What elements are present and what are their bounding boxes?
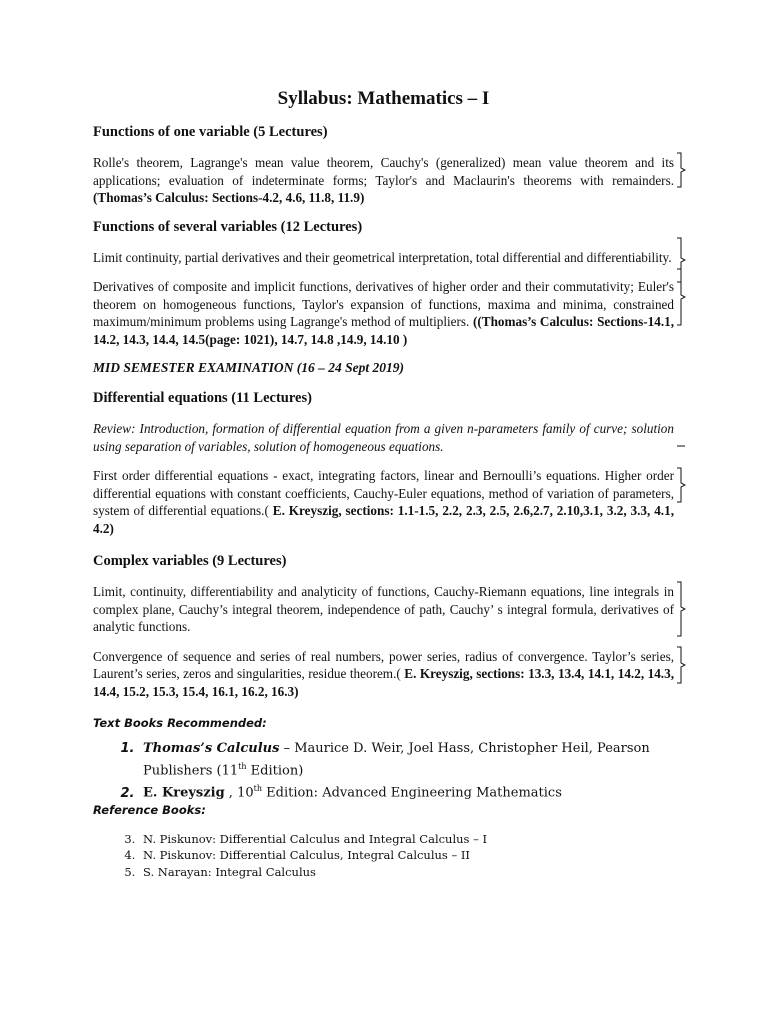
book-title: Thomas’s Calculus	[143, 741, 280, 756]
book-title: E. Kreyszig	[143, 785, 225, 801]
paragraph-text: First order differential equations - exact, integrating factors, linear and Bernoulli’s equations. Higher order differential equations with constant coefficients, Cauchy-Euler equations, method of variation of parameters, system of differential equations.(	[93, 468, 674, 518]
superscript: th	[253, 784, 262, 794]
paragraph-text: Derivatives of composite and implicit functions, derivatives of higher order and their commutativity; Euler's theorem on homogeneous functions, Taylor's expansion of functions, maxima and minima, constrained maximum/minimum problems using Lagrange's method of multipliers.	[93, 279, 674, 329]
list-item: 5. S. Narayan: Integral Calculus	[139, 864, 674, 881]
section-heading-several-variables: Functions of several variables (12 Lectures)	[93, 218, 363, 235]
reference-text: (Thomas’s Calculus: Sections-4.2, 4.6, 11.8, 11.9)	[93, 190, 365, 205]
reference-books-heading: Reference Books:	[93, 802, 206, 817]
list-item: 4. N. Piskunov: Differential Calculus, Integral Calculus – II	[139, 847, 674, 864]
book-details: Edition)	[246, 763, 304, 779]
superscript: th	[238, 762, 247, 771]
book-details: – Maurice D. Weir, Joel Hass, Christopher Heil, Pearson Publishers (11	[143, 741, 650, 779]
paragraph-text: Rolle's theorem, Lagrange's mean value theorem, Cauchy's (generalized) mean value theorem and its applications; evaluation of indeterminate forms; Taylor's and Maclaurin's theorems with remainders.	[93, 155, 674, 188]
reference-books-list	[93, 831, 674, 881]
paragraph-complex-2	[93, 648, 674, 701]
textbooks-heading: Text Books Recommended:	[93, 716, 267, 730]
paragraph-first-order-de	[93, 467, 674, 537]
section-heading-differential-equations: Differential equations (11 Lectures)	[93, 390, 312, 406]
reference-text: E. Kreyszig, sections: 13.3, 13.4, 14.1, 14.2, 14.3, 14.4, 15.2, 15.3, 15.4, 16.1, 16.2, 16.3)	[93, 666, 674, 699]
paragraph-review	[93, 420, 674, 455]
reference-text: E. Kreyszig, sections: 1.1-1.5, 2.2, 2.3, 2.5, 2.6,2.7, 2.10,3.1, 3.2, 3.3, 4.1, 4.2)	[93, 503, 674, 536]
right-brace-icon	[676, 467, 686, 503]
right-brace-icon	[676, 646, 686, 684]
paragraph-text: Review: Introduction, formation of differential equation from a given n-parameters family of curve; solution using separation of variables, solution of homogeneous equations.	[93, 421, 674, 454]
paragraph-several-variables-1	[93, 249, 674, 267]
brace-tick-icon	[676, 444, 686, 448]
reference-text: ((Thomas’s Calculus: Sections-14.1, 14.2, 14.3, 14.4, 14.5(page: 1021), 14.7, 14.8 ,14.9, 14.10 )	[93, 314, 675, 347]
right-brace-icon	[676, 268, 686, 326]
list-item	[139, 740, 674, 780]
page-title: Syllabus: Mathematics – I	[277, 88, 490, 109]
paragraph-several-variables-2	[93, 278, 674, 348]
paragraph-text: Limit continuity, partial derivatives and their geometrical interpretation, total differential and differentiability.	[93, 249, 672, 265]
paragraph-complex-1	[93, 583, 674, 636]
book-details: Edition: Advanced Engineering Mathematics	[262, 785, 562, 801]
list-item: 3. N. Piskunov: Differential Calculus and Integral Calculus – I	[139, 831, 674, 848]
syllabus-page	[93, 88, 674, 880]
section-heading-one-variable: Functions of one variable (5 Lectures)	[93, 124, 328, 140]
right-brace-icon	[676, 152, 686, 188]
right-brace-icon	[676, 581, 686, 637]
list-item	[139, 780, 674, 802]
section-heading-complex-variables: Complex variables (9 Lectures)	[93, 553, 287, 569]
mid-semester-note: MID SEMESTER EXAMINATION (16 – 24 Sept 2019)	[93, 360, 404, 375]
paragraph-one-variable	[93, 154, 674, 207]
paragraph-text: Limit, continuity, differentiability and analyticity of functions, Cauchy-Riemann equations, line integrals in complex plane, Cauchy’s integral theorem, independence of path, Cauchy’ s integral formula, derivatives of analytic functions.	[93, 584, 674, 634]
textbooks-list	[93, 740, 674, 803]
paragraph-text: Convergence of sequence and series of real numbers, power series, radius of convergence. Taylor’s series, Laurent’s series, zeros and singularities, residue theorem.(	[93, 648, 674, 681]
book-details: , 10	[224, 785, 254, 801]
